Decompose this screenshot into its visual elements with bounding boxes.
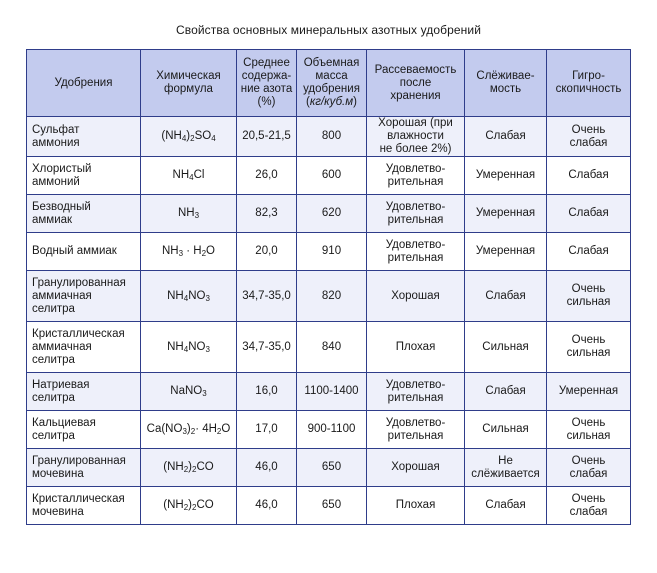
cell-hygroscopicity: Очень слабая <box>547 449 631 487</box>
cell-scatter-after-storage: Хорошая <box>367 271 465 322</box>
cell-nitrogen-content: 16,0 <box>237 373 297 411</box>
cell-caking: Сильная <box>465 411 547 449</box>
table-title: Свойства основных минеральных азотных удобрений <box>175 23 482 37</box>
cell-volume-mass: 1100-1400 <box>297 373 367 411</box>
cell-fertilizer-name: Кристаллическая аммиачная селитра <box>27 322 141 373</box>
cell-caking: Умеренная <box>465 157 547 195</box>
cell-nitrogen-content: 26,0 <box>237 157 297 195</box>
cell-hygroscopicity: Слабая <box>547 233 631 271</box>
cell-nitrogen-content: 17,0 <box>237 411 297 449</box>
fertilizer-properties-table <box>26 49 631 525</box>
cell-scatter-after-storage: Плохая <box>367 487 465 525</box>
cell-chemical-formula: $NH_4NO_3$ <box>141 322 237 373</box>
cell-volume-mass: 620 <box>297 195 367 233</box>
header-hygroscopicity: Гигро- скопичность <box>547 50 631 117</box>
header-caking: Слёживае- мость <box>465 50 547 117</box>
cell-fertilizer-name: Кальциевая селитра <box>27 411 141 449</box>
cell-chemical-formula: $NH_4Cl$ <box>141 157 237 195</box>
cell-fertilizer-name: Безводный аммиак <box>27 195 141 233</box>
cell-fertilizer-name: Сульфат аммония <box>27 117 141 157</box>
cell-hygroscopicity: Умеренная <box>547 373 631 411</box>
table-row <box>27 449 631 487</box>
header-scatter-after-storage: Рассеваемость после хранения <box>367 50 465 117</box>
cell-fertilizer-name: Хлористый аммоний <box>27 157 141 195</box>
cell-fertilizer-name: Гранулированная мочевина <box>27 449 141 487</box>
cell-volume-mass: 800 <box>297 117 367 157</box>
cell-volume-mass: 650 <box>297 487 367 525</box>
cell-scatter-after-storage: Удовлетво- рительная <box>367 411 465 449</box>
header-fertilizer: Удобрения <box>27 50 141 117</box>
cell-caking: Слабая <box>465 117 547 157</box>
cell-hygroscopicity: Очень слабая <box>547 487 631 525</box>
table-row <box>27 157 631 195</box>
table-row <box>27 322 631 373</box>
cell-chemical-formula: $NH_3$ <box>141 195 237 233</box>
table-row <box>27 271 631 322</box>
header-row <box>27 50 631 117</box>
cell-volume-mass: 820 <box>297 271 367 322</box>
cell-chemical-formula: $NH_4NO_3$ <box>141 271 237 322</box>
cell-nitrogen-content: 82,3 <box>237 195 297 233</box>
cell-fertilizer-name: Гранулированная аммиачная селитра <box>27 271 141 322</box>
cell-chemical-formula: $(NH_2)_2CO$ <box>141 449 237 487</box>
cell-caking: Слабая <box>465 271 547 322</box>
cell-caking: Не слёживается <box>465 449 547 487</box>
table-row <box>27 487 631 525</box>
cell-volume-mass: 900-1100 <box>297 411 367 449</box>
cell-caking: Слабая <box>465 373 547 411</box>
header-formula: Химическая формула <box>141 50 237 117</box>
cell-chemical-formula: $Ca(NO_3)_2\cdot 4H_2O$ <box>141 411 237 449</box>
cell-nitrogen-content: 20,5-21,5 <box>237 117 297 157</box>
cell-hygroscopicity: Очень слабая <box>547 117 631 157</box>
cell-volume-mass: 600 <box>297 157 367 195</box>
cell-chemical-formula: $NH_3 \cdot H_2O$ <box>141 233 237 271</box>
cell-caking: Умеренная <box>465 195 547 233</box>
cell-chemical-formula: $(NH_2)_2CO$ <box>141 487 237 525</box>
cell-nitrogen-content: 46,0 <box>237 487 297 525</box>
cell-volume-mass: 650 <box>297 449 367 487</box>
header-volume-mass: Объемная масса удобрения (кг/куб.м) <box>297 50 367 117</box>
table-row <box>27 233 631 271</box>
cell-volume-mass: 910 <box>297 233 367 271</box>
cell-nitrogen-content: 46,0 <box>237 449 297 487</box>
cell-nitrogen-content: 20,0 <box>237 233 297 271</box>
cell-nitrogen-content: 34,7-35,0 <box>237 322 297 373</box>
cell-fertilizer-name: Водный аммиак <box>27 233 141 271</box>
cell-scatter-after-storage: Плохая <box>367 322 465 373</box>
cell-nitrogen-content: 34,7-35,0 <box>237 271 297 322</box>
cell-caking: Умеренная <box>465 233 547 271</box>
cell-volume-mass: 840 <box>297 322 367 373</box>
cell-hygroscopicity: Очень сильная <box>547 411 631 449</box>
cell-scatter-after-storage: Удовлетво- рительная <box>367 157 465 195</box>
cell-caking: Сильная <box>465 322 547 373</box>
cell-hygroscopicity: Очень сильная <box>547 322 631 373</box>
cell-scatter-after-storage: Хорошая (при влажности не более 2%) <box>367 117 465 157</box>
table-row <box>27 117 631 157</box>
cell-scatter-after-storage: Удовлетво- рительная <box>367 373 465 411</box>
cell-hygroscopicity: Очень сильная <box>547 271 631 322</box>
cell-hygroscopicity: Слабая <box>547 195 631 233</box>
cell-fertilizer-name: Кристаллическая мочевина <box>27 487 141 525</box>
cell-scatter-after-storage: Удовлетво- рительная <box>367 195 465 233</box>
cell-fertilizer-name: Натриевая селитра <box>27 373 141 411</box>
cell-scatter-after-storage: Хорошая <box>367 449 465 487</box>
header-nitrogen-content: Среднее содержа- ние азота (%) <box>237 50 297 117</box>
table-row <box>27 373 631 411</box>
cell-chemical-formula: NaNO$_3$ <box>141 373 237 411</box>
table-row <box>27 195 631 233</box>
table-row <box>27 411 631 449</box>
cell-chemical-formula: $(NH_4)_2SO_4$ <box>141 117 237 157</box>
cell-caking: Слабая <box>465 487 547 525</box>
cell-scatter-after-storage: Удовлетво- рительная <box>367 233 465 271</box>
cell-hygroscopicity: Слабая <box>547 157 631 195</box>
